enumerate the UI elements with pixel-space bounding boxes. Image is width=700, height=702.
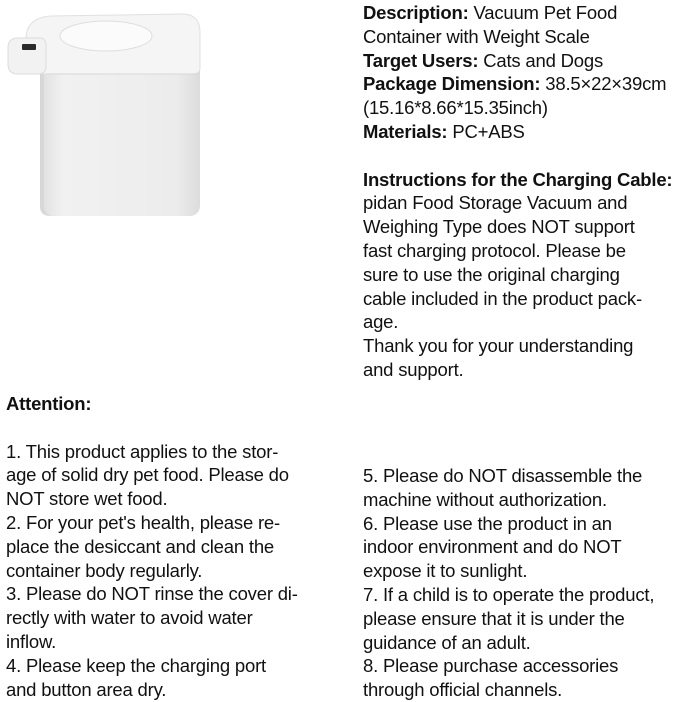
target-users-label: Target Users:: [363, 49, 479, 71]
attention-heading: [6, 392, 351, 416]
description-label: Description:: [363, 2, 469, 23]
attention-line: guidance of an adult.: [363, 631, 531, 653]
charging-line: and support.: [363, 358, 464, 380]
description-line: [363, 1, 699, 25]
target-users-line: [363, 49, 699, 73]
attention-line: 2. For your pet's health, please re-: [6, 511, 280, 533]
attention-line: place the desiccant and clean the: [6, 535, 275, 557]
attention-line: inflow.: [6, 630, 57, 652]
attention-line: 3. Please do NOT rinse the cover di-: [6, 583, 298, 605]
attention-line: rectly with water to avoid water: [6, 607, 253, 629]
attention-line: 6. Please use the product in an: [363, 512, 612, 534]
attention-line: NOT store wet food.: [6, 488, 168, 510]
charging-line: age.: [363, 311, 399, 333]
package-value-inch: (15.16*8.66*15.35inch): [363, 97, 548, 119]
charging-line: fast charging protocol. Please be: [363, 239, 626, 261]
attention-right: [363, 464, 699, 702]
description-value: Vacuum Pet Food: [468, 2, 618, 23]
attention-line: 1. This product applies to the stor-: [6, 440, 279, 462]
charging-heading-text: Instructions for the Charging Cable:: [363, 168, 673, 190]
attention-line: 7. If a child is to operate the product,: [363, 583, 655, 605]
weight-display: [22, 44, 36, 50]
description-value-cont: Container with Weight Scale: [363, 25, 590, 47]
attention-line: age of solid dry pet food. Please do: [6, 464, 289, 486]
charging-line: cable included in the product pack-: [363, 287, 642, 309]
attention-line: expose it to sunlight.: [363, 560, 528, 582]
charging-line: sure to use the original charging: [363, 263, 620, 285]
package-value: 38.5×22×39cm: [540, 73, 667, 95]
attention-line: indoor environment and do NOT: [363, 536, 622, 558]
container-body: [44, 54, 200, 216]
product-image: [6, 8, 206, 218]
food-container-illustration: [6, 8, 206, 218]
materials-line: [363, 120, 699, 144]
charging-heading: [363, 168, 699, 192]
attention-line: container body regularly.: [6, 559, 203, 581]
lid-button: [60, 21, 152, 51]
charging-line: pidan Food Storage Vacuum and: [363, 192, 628, 214]
attention-line: please ensure that it is under the: [363, 607, 625, 629]
attention-heading-text: Attention:: [6, 393, 92, 414]
attention-line: 5. Please do NOT disassemble the: [363, 465, 643, 486]
charging-line: Weighing Type does NOT support: [363, 216, 635, 238]
target-users-value: Cats and Dogs: [478, 49, 604, 71]
materials-label: Materials:: [363, 120, 448, 142]
spec-block: [363, 1, 699, 382]
attention-line: and button area dry.: [6, 678, 167, 700]
attention-line: 4. Please keep the charging port: [6, 654, 266, 676]
attention-line: through official channels.: [363, 679, 563, 701]
attention-line: 8. Please purchase accessories: [363, 655, 619, 677]
package-line: [363, 72, 699, 96]
attention-line: machine without authorization.: [363, 488, 607, 510]
charging-line: Thank you for your understanding: [363, 335, 634, 357]
package-label: Package Dimension:: [363, 73, 541, 95]
materials-value: PC+ABS: [447, 120, 525, 142]
attention-left: [6, 392, 351, 701]
